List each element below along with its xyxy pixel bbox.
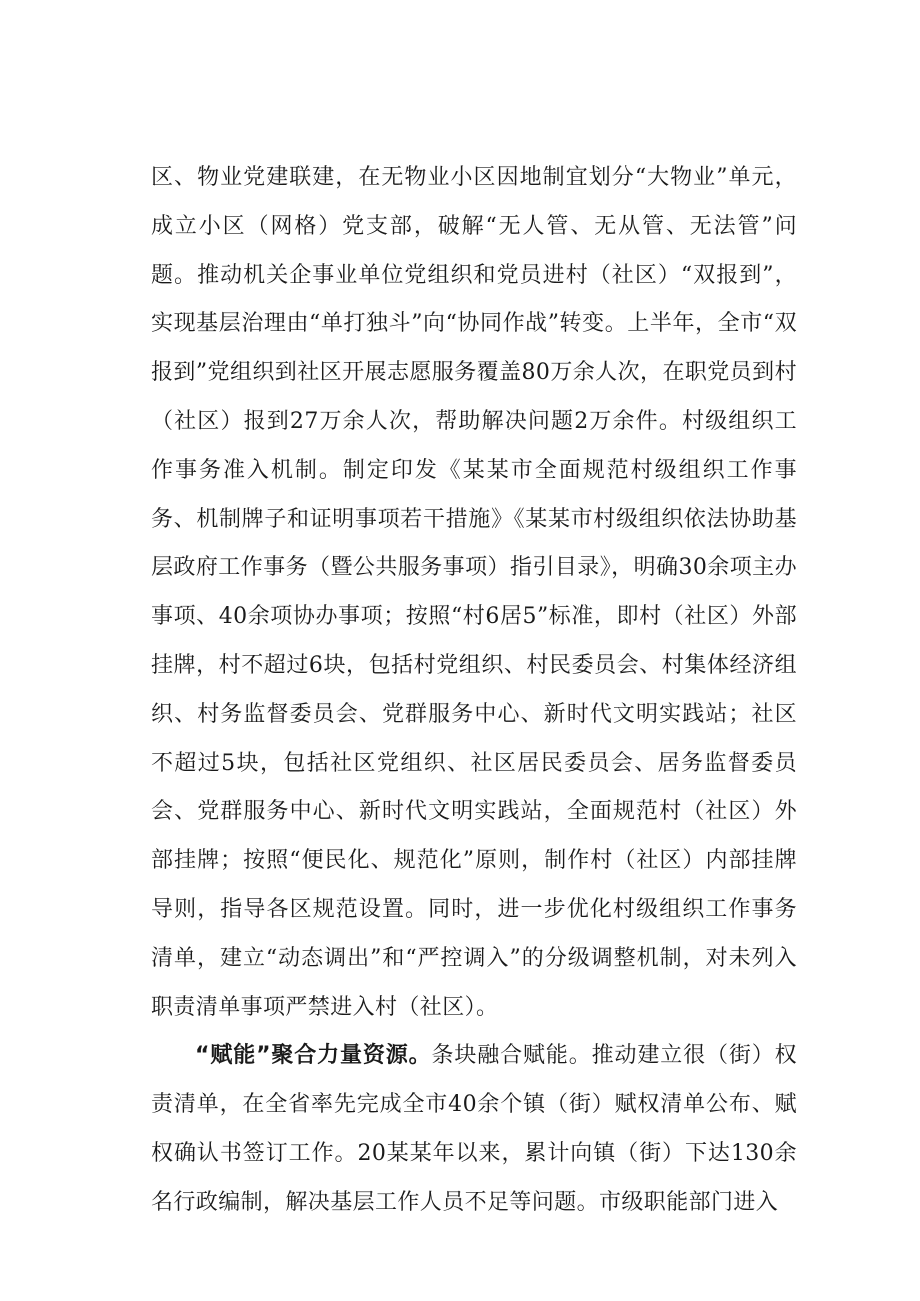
paragraph-1: 区、物业党建联建，在无物业小区因地制宜划分“大物业”单元，成立小区（网格）党支部，破解“无人管、无从管、无法管”问题。推动机关企事业单位党组织和党员进村（社区）“双报到”，实现基层治理由“单打独斗”向“协同作战”转变。上半年，全市“双报到”党组织到社区开展志愿服务覆盖80万余人次，在职党员到村（社区）报到27万余人次，帮助解决问题2万余件。村级组织工作事务准入机制。制定印发《某某市全面规范村级组织工作事务、机制牌子和证明事项若干措施》《某某市村级组织依法协助基层政府工作事务（暨公共服务事项）指引目录》，明确30余项主办事项、40余项协办事项；按照“村6居5”标准，即村（社区）外部挂牌，村不超过6块，包括村党组织、村民委员会、村集体经济组织、村务监督委员会、党群服务中心、新时代文明实践站；社区不超过5块，包括社区党组织、社区居民委员会、居务监督委员会、党群服务中心、新时代文明实践站，全面规范村（社区）外部挂牌；按照“便民化、规范化”原则，制作村（社区）内部挂牌导则，指导各区规范设置。同时，进一步优化村级组织工作事务清单，建立“动态调出”和“严控调入”的分级调整机制，对未列入职责清单事项严禁进入村（社区）。	[151, 165, 797, 1020]
paragraph-2-lead: “赋能”聚合力量资源。	[195, 1043, 432, 1069]
paragraph-2	[151, 1032, 797, 1227]
document-body	[151, 154, 797, 1228]
paragraph-2-body: 条块融合赋能。推动建立很（街）权责清单，在全省率先完成全市40余个镇（街）赋权清单公布、赋权确认书签订工作。20某某年以来，累计向镇（街）下达130余名行政编制，解决基层工作人员不足等问题。市级职能部门进入	[151, 1043, 797, 1215]
